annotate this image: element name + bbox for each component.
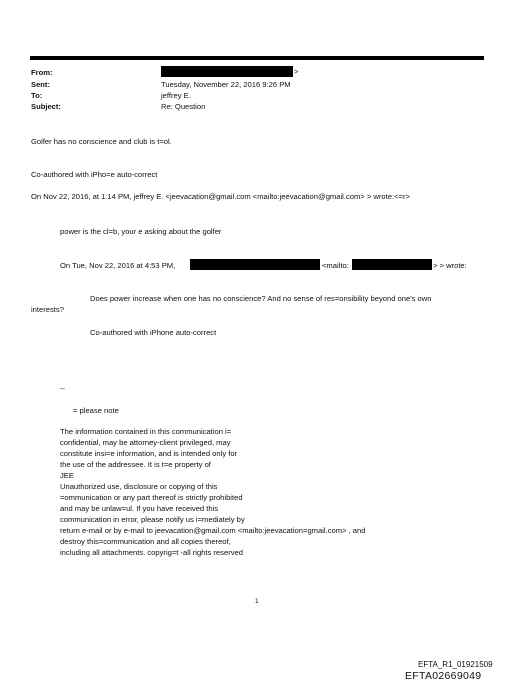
page-number: 1 [255, 598, 259, 605]
subject-value: Re: Question [161, 102, 206, 111]
header-rule [30, 56, 484, 60]
body-line-5b: <mailto: [322, 261, 349, 270]
notice-line: return e-mail or by e-mail to jeevacation@gmail.com <mailto:jeevacation=gmail.com> , and [60, 526, 366, 535]
body-line-4: power is the cl=b, your e asking about the golfer [60, 227, 222, 236]
body-line-9: -- [60, 384, 66, 393]
notice-line: destroy this=communication and all copies thereof, [60, 537, 231, 546]
notice-line: and may be unlaw=ul. If you have received this [60, 504, 219, 513]
notice-line: JEE [60, 471, 74, 480]
body-line-10: = please note [73, 406, 119, 415]
notice-line: Unauthorized use, disclosure or copying of this [60, 482, 218, 491]
to-label: To: [31, 91, 43, 100]
notice-line: including all attachments. copyrig=t -all rights reserved [60, 548, 243, 557]
body-line-1: Golfer has no conscience and club is t=ol. [31, 137, 172, 146]
notice-line: constitute insi=e information, and is intended only for [60, 449, 238, 458]
bates-number-secondary: EFTA02669049 [405, 670, 482, 682]
body-line-2: Co-authored with iPho=e auto-correct [31, 170, 158, 179]
sent-value: Tuesday, November 22, 2016 9:26 PM [161, 80, 291, 89]
to-value: jeffrey E. [161, 91, 191, 100]
body-line-5a: On Tue, Nov 22, 2016 at 4:53 PM, [60, 261, 176, 270]
subject-label: Subject: [31, 102, 61, 111]
notice-line: confidential, may be attorney-client privileged, may [60, 438, 231, 447]
body-line-3: On Nov 22, 2016, at 1:14 PM, jeffrey E. <jeevacation@gmail.com <mailto:jeevacation@gmail.com> > wrote:<=r> [31, 192, 410, 201]
notice-line: =ommunication or any part thereof is strictly prohibited [60, 493, 243, 502]
from-label: From: [31, 68, 53, 77]
notice-line: the use of the addressee. It is t=e property of [60, 460, 211, 469]
redaction-from [161, 66, 293, 77]
body-line-7: interests? [31, 305, 64, 314]
notice-line: The information contained in this communication i= [60, 427, 232, 436]
notice-line: communication in error, please notify us i=mediately by [60, 515, 245, 524]
body-line-5c: > > wrote: [433, 261, 467, 270]
sent-label: Sent: [31, 80, 50, 89]
body-line-8: Co-authored with iPhone auto-correct [90, 328, 217, 337]
body-line-6: Does power increase when one has no conscience? And no sense of res=onsibility beyond one's own [90, 294, 432, 303]
redaction-sender-email [352, 259, 432, 270]
bates-number-primary: EFTA_R1_01921509 [418, 660, 493, 669]
from-suffix: > [294, 67, 299, 76]
redaction-sender-name [190, 259, 320, 270]
